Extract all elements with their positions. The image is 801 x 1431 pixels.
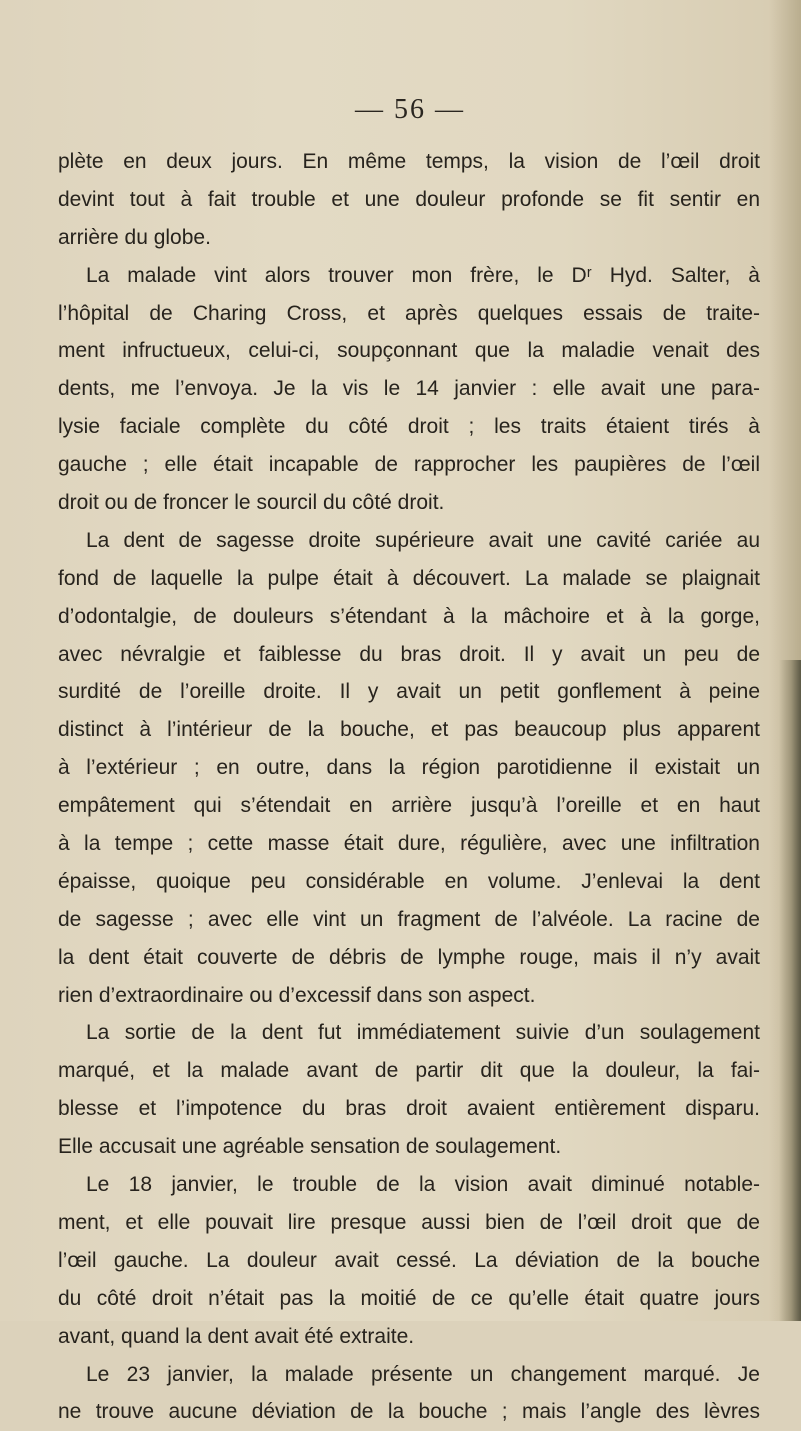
text-line: surdité de l’oreille droite. Il y avait un petit gonflement à peine — [58, 680, 760, 704]
body-text — [58, 143, 760, 1431]
text-line: devint tout à fait trouble et une douleur profonde se fit sentir en — [58, 187, 760, 211]
text-line: droit ou de froncer le sourcil du côté droit. — [58, 491, 445, 515]
text-line: ment, et elle pouvait lire presque aussi bien de l’œil droit que de — [58, 1210, 760, 1234]
text-line: à l’extérieur ; en outre, dans la région parotidienne il existait un — [58, 756, 760, 780]
text-line: dents, me l’envoya. Je la vis le 14 janvier : elle avait une para- — [58, 377, 760, 401]
text-line: l’œil gauche. La douleur avait cessé. La déviation de la bouche — [58, 1248, 760, 1272]
text-line: la dent était couverte de débris de lymphe rouge, mais il n’y avait — [58, 945, 760, 969]
text-line: de sagesse ; avec elle vint un fragment de l’alvéole. La racine de — [58, 907, 760, 931]
text-line: ment infructueux, celui-ci, soupçonnant que la maladie venait des — [58, 339, 760, 363]
text-line: avant, quand la dent avait été extraite. — [58, 1324, 415, 1348]
text-line: avec névralgie et faiblesse du bras droit. Il y avait un peu de — [58, 642, 760, 666]
text-line: l’hôpital de Charing Cross, et après quelques essais de traite- — [58, 301, 760, 325]
text-line: lysie faciale complète du côté droit ; les traits étaient tirés à — [58, 415, 760, 439]
page-number: — 56 — — [355, 94, 465, 125]
text-line: distinct à l’intérieur de la bouche, et pas beaucoup plus apparent — [58, 718, 760, 742]
text-line: marqué, et la malade avant de partir dit que la douleur, la fai- — [58, 1059, 760, 1083]
text-line: Le 18 janvier, le trouble de la vision avait diminué notable- — [86, 1173, 760, 1197]
text-line: fond de laquelle la pulpe était à découvert. La malade se plaignait — [58, 566, 760, 590]
text-line: La dent de sagesse droite supérieure avait une cavité cariée au — [86, 528, 760, 552]
text-line: épaisse, quoique peu considérable en volume. J’enlevai la dent — [58, 869, 760, 893]
text-line: Le 23 janvier, la malade présente un changement marqué. Je — [86, 1362, 760, 1386]
text-line: gauche ; elle était incapable de rapprocher les paupières de l’œil — [58, 453, 760, 477]
text-line: d’odontalgie, de douleurs s’étendant à la mâchoire et à la gorge, — [58, 604, 760, 628]
text-line: La malade vint alors trouver mon frère, le Dʳ Hyd. Salter, à — [86, 263, 760, 287]
text-line: du côté droit n’était pas la moitié de ce qu’elle était quatre jours — [58, 1286, 760, 1310]
text-line: ne trouve aucune déviation de la bouche ; mais l’angle des lèvres — [58, 1400, 760, 1424]
text-line: blesse et l’impotence du bras droit avaient entièrement disparu. — [58, 1097, 760, 1121]
text-line: à la tempe ; cette masse était dure, régulière, avec une infiltration — [58, 832, 760, 856]
text-line: rien d’extraordinaire ou d’excessif dans son aspect. — [58, 983, 536, 1007]
text-line: La sortie de la dent fut immédiatement suivie d’un soulagement — [86, 1021, 760, 1045]
text-line: empâtement qui s’étendait en arrière jusqu’à l’oreille et en haut — [58, 794, 760, 818]
page-edge-shadow — [779, 660, 801, 1321]
text-line: arrière du globe. — [58, 225, 211, 249]
text-line: Elle accusait une agréable sensation de soulagement. — [58, 1135, 562, 1159]
text-line: plète en deux jours. En même temps, la vision de l’œil droit — [58, 150, 760, 173]
